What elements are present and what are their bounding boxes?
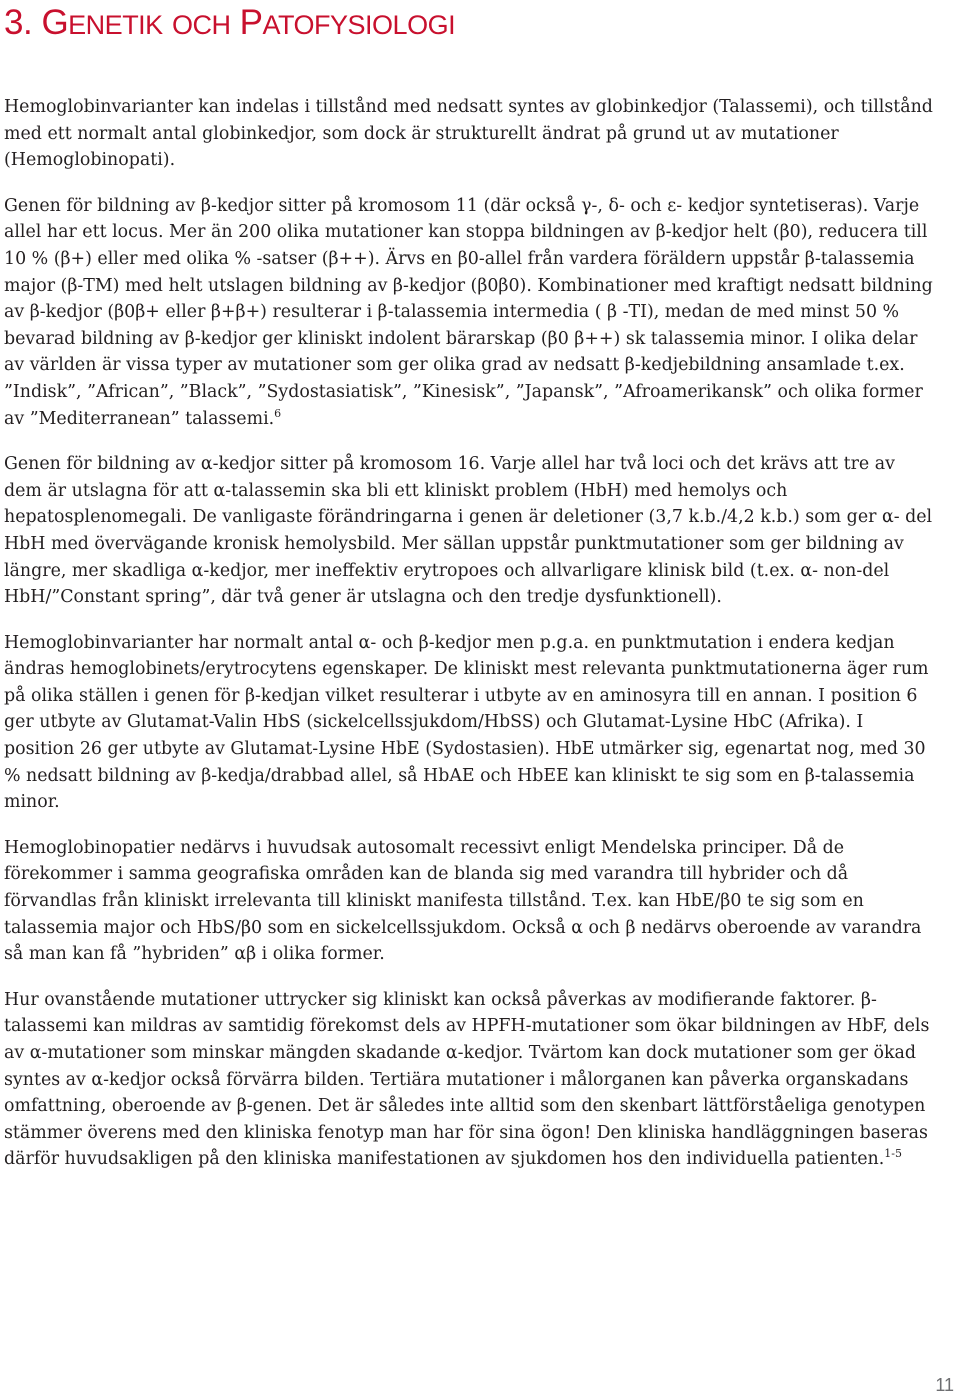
heading-word-3-rest: ATOFYSIOLOGI <box>262 10 456 40</box>
reference-superscript: 1-5 <box>884 1147 902 1161</box>
heading-word-2: OCH <box>171 10 231 40</box>
paragraph-beta-chains <box>4 193 934 432</box>
paragraph-alpha-chains <box>4 451 934 611</box>
heading-word-3-initial: P <box>239 3 263 42</box>
paragraph-text: Genen för bildning av α-kedjor sitter på kromosom 16. Varje allel har två loci och det krävs att tre av dem är utslagna för att α-talassemin ska bli ett kliniskt problem (HbH) med hemolys och hepatosplenomegali. De vanligaste förändringarna i genen är deletioner (3,7 k.b./4,2 k.b.) som ger α- del HbH med övervägande kronisk hemolysbild. Mer sällan uppstår punktmutationer som ger bildning av längre, mer skadliga α-kedjor, mer ineffektiv erytropoes och allvarligare klinisk bild (t.ex. α- non-del HbH/”Constant spring”, där två gener är utslagna och den tredje dysfunktionell). <box>4 454 933 608</box>
paragraph-inheritance <box>4 835 934 968</box>
chapter-number: 3. <box>4 3 33 42</box>
paragraph-text: Hemoglobinopatier nedärvs i huvudsak autosomalt recessivt enligt Mendelska principer. Då de förekommer i samma geografiska områden kan de blanda sig med varandra till hybrider och då förvandlas från kliniskt irrelevanta till kliniskt manifesta tillstånd. T.ex. kan HbE/β0 te sig som en talassemia major och HbS/β0 som en sickelcellssjukdom. Också α och β nedärvs oberoende av varandra så man kan få ”hybriden” αβ i olika former. <box>4 837 922 965</box>
paragraph-text: Hemoglobinvarianter kan indelas i tillstånd med nedsatt syntes av globinkedjor (Talassemi), och tillstånd med ett normalt antal globinkedjor, som dock är strukturellt ändrat på grund ut av mutationer (Hemoglobinopati). <box>4 97 933 171</box>
page-number: 11 <box>935 1375 954 1395</box>
body-text <box>4 94 934 1192</box>
reference-superscript: 6 <box>274 406 282 420</box>
paragraph-text: Hur ovanstående mutationer uttrycker sig kliniskt kan också påverkas av modifierande faktorer. β-talassemi kan mildras av samtidig förekomst dels av HPFH-mutationer som ökar bildningen av HbF, dels av α-mutationer som minskar mängden skadande α-kedjor. Tvärtom kan dock mutationer som ger ökad syntes av α-kedjor också förvärra bilden. Tertiära mutationer i målorganen kan påverka organskadans omfattning, oberoende av β-genen. Det är således inte alltid som den skenbart lättförståeliga genotypen stämmer överens med den kliniska fenotyp man har för sina ögon! Den kliniska handläggningen baseras därför huvudsakligen på den kliniska manifestationen av sjukdomen hos den individuella patienten. <box>4 989 930 1170</box>
paragraph-text: Genen för bildning av β-kedjor sitter på kromosom 11 (där också γ-, δ- och ε- kedjor syntetiseras). Varje allel har ett locus. Mer än 200 olika mutationer kan stoppa bildningen av β-kedjor helt (β0), reducera till 10 % (β+) eller med olika % -satser (β++). Ärvs en β0-allel från vardera föräldern uppstår β-talassemia major (β-TM) med helt utslagen bildning av β-kedjor (β0β0). Kombinationer med kraftigt nedsatt bildning av β-kedjor (β0β+ eller β+β+) resulterar i β-talassemia intermedia ( β -TI), medan de med minst 50 % bevarad bildning av β-kedjor ger kliniskt indolent bärarskap (β0 β++) sk talassemia minor. I olika delar av världen är vissa typer av mutationer som ger olika grad av nedsatt β-kedjebildning ansamlade t.ex. ”Indisk”, ”African”, ”Black”, ”Sydostasiatisk”, ”Kinesisk”, ”Japansk”, ”Afroamerikansk” och olika former av ”Mediterranean” talassemi. <box>4 195 933 429</box>
paragraph-modifiers <box>4 987 934 1173</box>
paragraph-intro <box>4 94 934 174</box>
paragraph-text: Hemoglobinvarianter har normalt antal α- och β-kedjor men p.g.a. en punktmutation i endera kedjan ändras hemoglobinets/erytrocytens egenskaper. De kliniskt mest relevanta punktmutationerna äger rum på olika ställen i genen för β-kedjan vilket resulterar i utbyte av en aminosyra till en annan. I position 6 ger utbyte av Glutamat-Valin HbS (sickelcellssjukdom/HbSS) och Glutamat-Lysine HbC (Afrika). I position 26 ger utbyte av Glutamat-Lysine HbE (Sydostasien). HbE utmärker sig, egenartat nog, med 30 % nedsatt bildning av β-kedja/drabbad allel, så HbAE och HbEE kan kliniskt te sig som en β-talassemia minor. <box>4 632 929 813</box>
chapter-heading <box>4 2 455 46</box>
heading-word-1-initial: G <box>41 3 69 42</box>
heading-word-1-rest: ENETIK <box>68 10 163 40</box>
paragraph-hemoglobin-variants <box>4 630 934 816</box>
